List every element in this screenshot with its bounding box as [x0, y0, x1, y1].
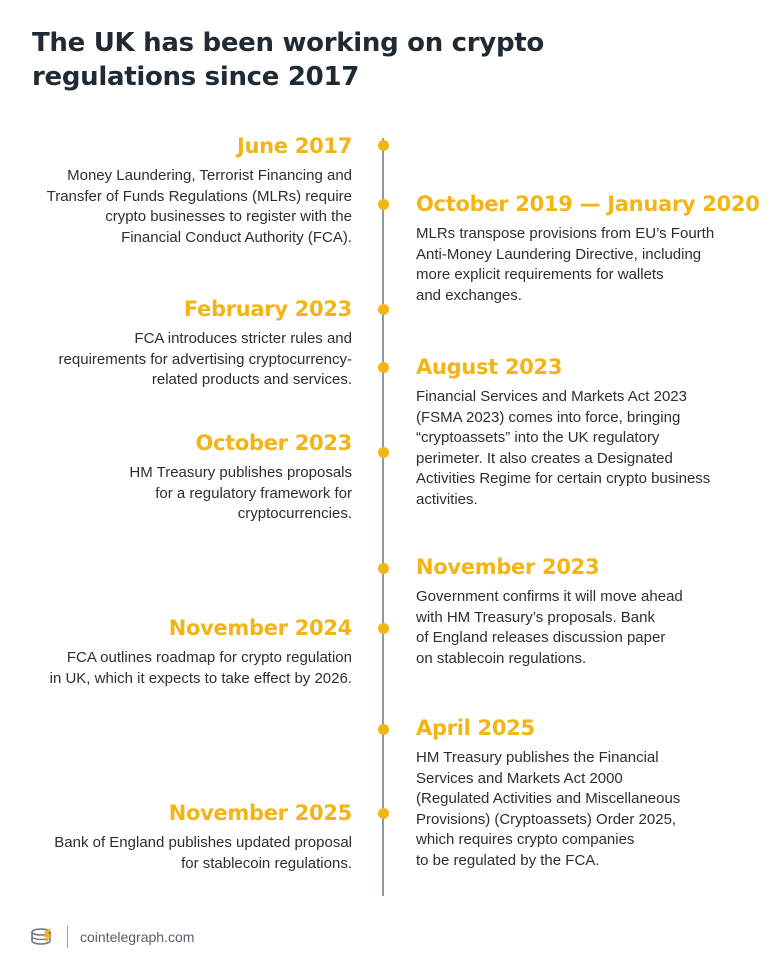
- event-date: April 2025: [416, 716, 535, 740]
- footer: [30, 925, 194, 949]
- event-date: August 2023: [416, 355, 563, 379]
- event-description: Financial Services and Markets Act 2023 (FSMA 2023) comes into force, bringing “cryptoassets” into the UK regulatory perimeter. It also creates a Designated Activities Regime for certain crypto business activities.: [416, 388, 711, 508]
- cointelegraph-logo-icon: [30, 926, 54, 948]
- event-description: MLRs transpose provisions from EU’s Fourth Anti-Money Laundering Directive, including more explicit requirements for wallets and exchanges.: [416, 225, 715, 304]
- timeline-dot-4: [378, 362, 389, 373]
- footer-separator: [67, 926, 68, 948]
- event-date: November 2024: [168, 616, 352, 640]
- timeline-event-october-2019: [416, 191, 760, 306]
- event-date: February 2023: [183, 297, 352, 321]
- timeline-axis: [382, 138, 384, 896]
- site-name: cointelegraph.com: [80, 929, 195, 945]
- event-description: FCA introduces stricter rules and requirements for advertising cryptocurrency- related products and services.: [58, 330, 352, 388]
- event-description: Money Laundering, Terrorist Financing and Transfer of Funds Regulations (MLRs) require crypto businesses to register with the Financial Conduct Authority (FCA).: [46, 167, 352, 246]
- event-date: October 2019 — January 2020: [416, 192, 760, 216]
- timeline-dot-7: [378, 623, 389, 634]
- event-description: HM Treasury publishes the Financial Services and Markets Act 2000 (Regulated Activities and Miscellaneous Provisions) (Cryptoassets) Order 2025, which requires crypto companies to be regulated by the FCA.: [416, 749, 681, 869]
- timeline-event-april-2025: [416, 715, 746, 871]
- timeline-event-november-2024: [22, 615, 352, 689]
- event-description: FCA outlines roadmap for crypto regulation in UK, which it expects to take effect by 2026.: [49, 649, 352, 687]
- timeline-event-august-2023: [416, 354, 746, 510]
- timeline-dot-5: [378, 447, 389, 458]
- timeline-dot-9: [378, 808, 389, 819]
- timeline-dot-8: [378, 724, 389, 735]
- timeline-event-february-2023: [22, 296, 352, 391]
- event-date: November 2025: [168, 801, 352, 825]
- page-title: The UK has been working on crypto regulations since 2017: [32, 28, 544, 92]
- event-description: HM Treasury publishes proposals for a regulatory framework for cryptocurrencies.: [129, 464, 352, 522]
- timeline-dot-6: [378, 563, 389, 574]
- timeline-event-november-2025: [22, 800, 352, 874]
- timeline-dot-3: [378, 304, 389, 315]
- timeline-event-june-2017: [22, 133, 352, 248]
- timeline-dot-2: [378, 199, 389, 210]
- event-date: October 2023: [195, 431, 352, 455]
- timeline-dot-1: [378, 140, 389, 151]
- timeline-event-november-2023: [416, 554, 746, 669]
- timeline-event-october-2023: [22, 430, 352, 525]
- event-date: November 2023: [416, 555, 600, 579]
- event-description: Bank of England publishes updated proposal for stablecoin regulations.: [54, 834, 352, 872]
- event-date: June 2017: [236, 134, 352, 158]
- event-description: Government confirms it will move ahead with HM Treasury’s proposals. Bank of England releases discussion paper on stablecoin regulations.: [416, 588, 683, 667]
